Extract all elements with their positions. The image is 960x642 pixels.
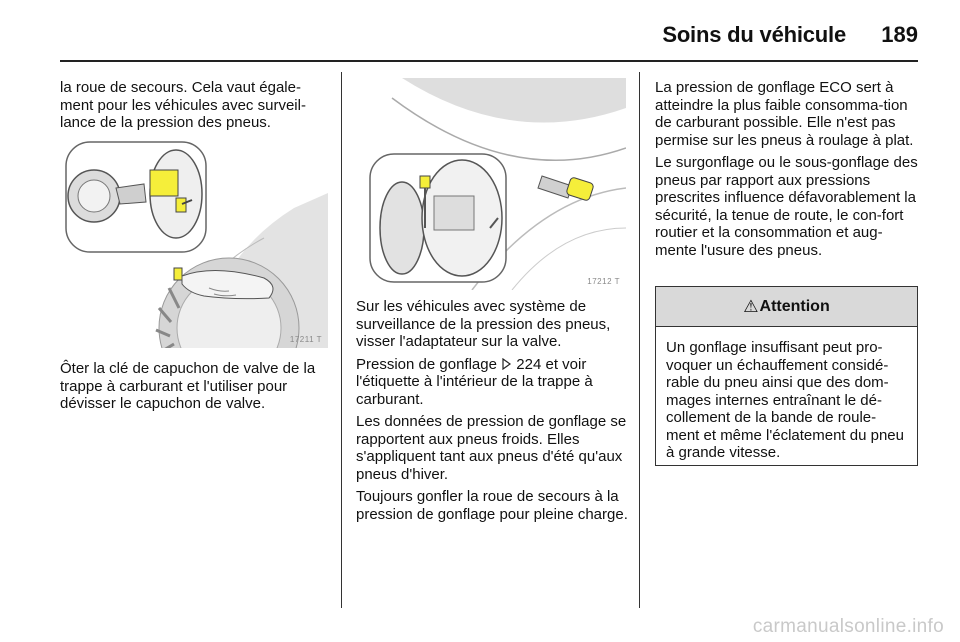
valve-cap-key-illustration [64,138,328,348]
header-rule [60,60,918,62]
page-title: Soins du véhicule [662,22,846,47]
warning-triangle-icon: ⚠ [743,296,759,316]
col2-p2-suffix: et voir l'étiquette à l'intérieur de la trappe à carburant. [356,355,593,408]
col2-paragraph-4: Toujours gonfler la roue de secours à la pression de gonflage pour pleine charge. [356,488,628,523]
col2-p2-prefix: Pression de gonflage [356,355,497,373]
figure-valve-cap-key [64,138,328,348]
page-number: 189 [881,22,918,47]
column-2 [356,298,628,528]
column-1 [60,79,332,137]
attention-box [655,286,918,466]
column-1-lower [60,360,332,418]
attention-header [656,287,917,327]
column-divider-2 [639,72,640,608]
col2-paragraph-2 [356,356,628,409]
col1-paragraph-2: Ôter la clé de capuchon de valve de la trappe à carburant et l'utiliser pour dévisser le capuchon de valve. [60,360,316,412]
col3-paragraph-2: Le surgonflage ou le sous-gonflage des pneus par rapport aux pressions prescrites influence défavorablement la sécurité, la tenue de route, le con-fort routier et la consommation et aug-mente l'usure des pneus. [655,154,918,259]
attention-body: Un gonflage insuffisant peut pro-voquer un échauffement considé-rable du pneu ainsi que des dom-mages internes entraînant le dé-collement de la bande de roule-ment et même l'éclatement du pneu à grande vitesse. [666,339,904,461]
page-reference-link[interactable]: 224 [516,355,542,373]
col3-paragraph-1: La pression de gonflage ECO sert à atteindre la plus faible consomma-tion de carburant possible. Elle n'est pas permise sur les pneus à roulage à plat. [655,79,914,149]
column-divider-1 [341,72,342,608]
figure-valve-adapter [362,78,626,290]
watermark: carmanualsonline.info [752,616,944,637]
arrow-reference-icon[interactable] [501,356,512,373]
valve-adapter-illustration [362,78,626,290]
column-3 [655,79,919,264]
col2-paragraph-1: Sur les véhicules avec système de surveillance de la pression des pneus, visser l'adaptateur sur la valve. [356,298,611,350]
figure-code: 17211 T [289,335,322,344]
attention-title: Attention [759,297,830,315]
page-header [60,14,918,58]
figure-code: 17212 T [587,277,620,286]
col1-paragraph-1: la roue de secours. Cela vaut égale-ment pour les véhicules avec surveil-lance de la pression des pneus. [60,79,306,131]
col2-paragraph-3: Les données de pression de gonflage se rapportent aux pneus froids. Elles s'appliquent tant aux pneus d'été qu'aux pneus d'hiver. [356,413,627,483]
